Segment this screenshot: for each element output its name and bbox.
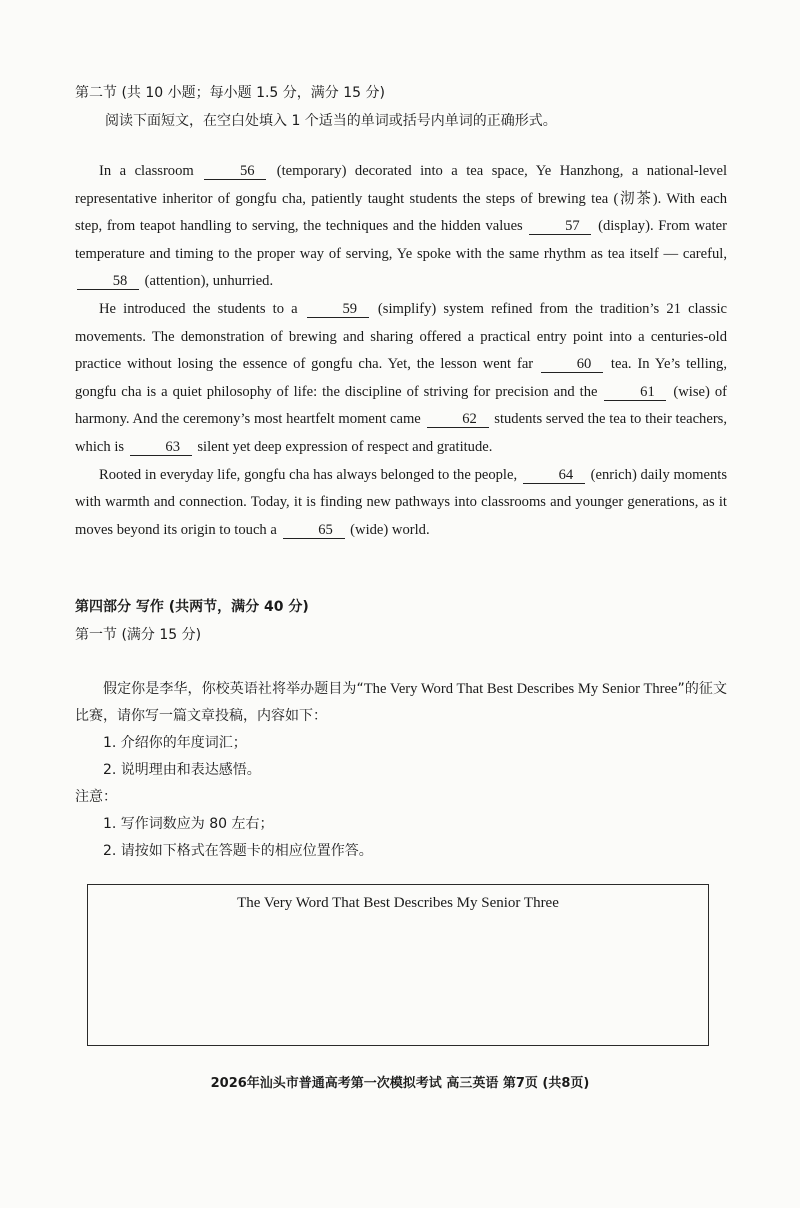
passage-paragraph-2 (75, 296, 727, 462)
passage-text: Rooted in everyday life, gongfu cha has always belonged to the people, (99, 466, 518, 483)
task-notes (75, 811, 727, 865)
blank-60[interactable]: 60 (541, 356, 603, 373)
passage-text: In a classroom (99, 163, 194, 179)
task-lead-text: ”的征文比赛，请你写一篇文章投稿，内容如下： (75, 681, 727, 724)
passage-text: students served the tea to their teachers, which is (75, 411, 728, 455)
passage-paragraph-1 (75, 158, 727, 296)
part-4-title: 第四部分 写作 (共两节，满分 40 分) (75, 599, 309, 615)
answer-box[interactable] (87, 884, 709, 1046)
list-item: 1. 介绍你的年度词汇； (103, 735, 247, 751)
task-lead (75, 676, 727, 730)
blank-56[interactable]: 56 (204, 163, 266, 180)
task-essay-title: The Very Word That Best Describes My Senior Three (363, 681, 678, 697)
section-2-title: 第二节 (共 10 小题；每小题 1.5 分，满分 15 分) (75, 85, 385, 101)
passage-text: (simplify) system refined from the tradition’s 21 classic movements. The demonstration of brewing and sharing offered a practical entry point into a centuries-old practice without losing the essence of gongfu cha. Yet, the lesson went far (75, 300, 727, 373)
list-item: 2. 说明理由和表达感悟。 (103, 762, 261, 778)
passage-text: (display). From water temperature and timing to the proper way of serving, Ye spoke with the same rhythm as tea itself — careful, (75, 218, 727, 262)
writing-task (75, 676, 727, 865)
task-lead-text: 假定你是李华，你校英语社将举办题目为“ (103, 681, 364, 697)
blank-61[interactable]: 61 (604, 384, 666, 401)
answer-box-title: The Very Word That Best Describes My Senior Three (237, 895, 559, 911)
blank-58[interactable]: 58 (77, 273, 139, 290)
cloze-passage (75, 158, 727, 544)
blank-59[interactable]: 59 (307, 301, 369, 318)
blank-65[interactable]: 65 (283, 522, 345, 539)
passage-text: He introduced the students to a (99, 300, 298, 317)
page-footer: 2026年汕头市普通高考第一次模拟考试 高三英语 第7页 (共8页) (210, 1076, 590, 1091)
list-item: 1. 写作词数应为 80 左右； (103, 816, 274, 832)
passage-text: silent yet deep expression of respect and gratitude. (197, 438, 493, 455)
note-label: 注意： (75, 789, 117, 805)
passage-text: (enrich) daily moments with warmth and connection. Today, it is finding new pathways into classrooms and younger generations, as it moves beyond its origin to touch a (75, 466, 727, 538)
blank-57[interactable]: 57 (529, 218, 591, 235)
blank-63[interactable]: 63 (130, 439, 192, 456)
section-1-title: 第一节 (满分 15 分) (75, 627, 202, 643)
passage-paragraph-3 (75, 462, 727, 545)
task-requirements (75, 730, 727, 784)
passage-text: (wide) world. (350, 521, 430, 538)
passage-text: (temporary) decorated into a tea space, Ye Hanzhong, a national-level representative inheritor of gongfu cha, patiently taught students the steps of brewing tea (沏茶). With each step, from teapot handling to serving, the techniques and the hidden values (75, 163, 728, 235)
blank-62[interactable]: 62 (427, 411, 489, 428)
blank-64[interactable]: 64 (523, 467, 585, 484)
passage-text: tea. In Ye’s telling, gongfu cha is a quiet philosophy of life: the discipline of striving for precision and the (75, 356, 728, 400)
passage-text: (attention), unhurried. (144, 273, 274, 290)
section-2-instruction: 阅读下面短文，在空白处填入 1 个适当的单词或括号内单词的正确形式。 (105, 113, 557, 129)
list-item: 2. 请按如下格式在答题卡的相应位置作答。 (103, 843, 373, 859)
passage-text: (wise) of harmony. And the ceremony’s most heartfelt moment came (75, 383, 727, 428)
